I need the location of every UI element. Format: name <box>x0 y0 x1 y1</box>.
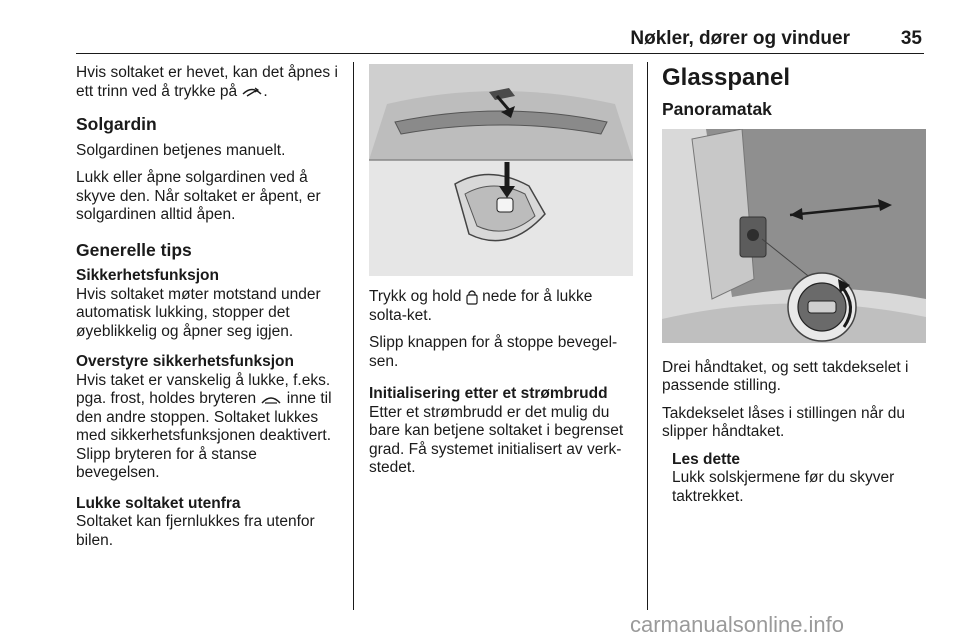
subheading-overstyre: Overstyre sikkerhetsfunksjon <box>76 353 294 370</box>
paragraph-drei: Drei håndtaket, og sett takdekselet i passende stilling. <box>662 358 909 394</box>
right-column <box>662 64 926 506</box>
sunroof-close-icon <box>260 393 282 405</box>
subheading-init: Initialisering etter et strømbrudd <box>369 385 608 402</box>
figure-sunroof-key <box>369 64 633 276</box>
section-sikkerhet <box>76 267 344 341</box>
note-title: Les dette <box>672 450 741 468</box>
section-utenfra <box>76 495 344 551</box>
sunroof-vent-icon <box>241 84 263 98</box>
section-init <box>369 385 633 478</box>
heading-panoramatak: Panoramatak <box>662 99 772 119</box>
paragraph-slipp: Slipp knappen for å stoppe bevegel-sen. <box>369 334 618 370</box>
note-block <box>672 451 926 507</box>
heading-generelle-tips: Generelle tips <box>76 239 192 260</box>
subheading-sikkerhet: Sikkerhetsfunksjon <box>76 267 219 284</box>
left-column <box>76 64 344 559</box>
paragraph-trykk: Trykk og hold nede for å lukke solta-ket. <box>369 288 593 324</box>
page-header-title: Nøkler, dører og vinduer <box>630 28 850 49</box>
section-overstyre: Overstyre sikkerhetsfunksjon Hvis taket er vanskelig å lukke, f.eks. pga. frost, holdes bryteren inne til den andre stoppen. Soltaket lukkes med sikkerhetsfunksjonen deaktivert. Slipp bryteren for å stanse bevegelsen. <box>76 353 344 483</box>
header-rule <box>76 53 924 54</box>
paragraph-init: Etter et strømbrudd er det mulig du bare kan betjene soltaket i begrenset grad. Få systemet initialisert av verk-stedet. <box>369 403 624 476</box>
figure-panorama-roof <box>662 129 926 343</box>
intro-paragraph: Hvis soltaket er hevet, kan det åpnes i ett trinn ved å trykke på . <box>76 64 338 100</box>
paragraph-sikkerhet: Hvis soltaket møter motstand under automatisk lukking, stopper det øyeblikkelig og åpner seg igjen. <box>76 285 321 340</box>
heading-glasspanel: Glasspanel <box>662 64 791 91</box>
heading-solgardin: Solgardin <box>76 114 157 134</box>
key-lock-icon <box>466 289 478 305</box>
subheading-utenfra: Lukke soltaket utenfra <box>76 494 241 512</box>
watermark: carmanualsonline.info <box>630 612 845 637</box>
paragraph-lukk: Lukk eller åpne solgardinen ved å skyve den. Når soltaket er åpent, er solgardinen alltid åpen. <box>76 169 321 223</box>
paragraph-utenfra: Soltaket kan fjernlukkes fra utenfor bilen. <box>76 513 315 549</box>
paragraph-manual: Solgardinen betjenes manuelt. <box>76 141 286 159</box>
column-divider-left <box>353 62 354 610</box>
middle-column <box>369 64 633 487</box>
note-text: Lukk solskjermene før du skyver taktrekket. <box>672 469 895 505</box>
paragraph-takdeksel: Takdekselet låses i stillingen når du slipper håndtaket. <box>662 404 905 440</box>
column-divider-right <box>647 62 648 610</box>
page-number: 35 <box>900 28 922 49</box>
